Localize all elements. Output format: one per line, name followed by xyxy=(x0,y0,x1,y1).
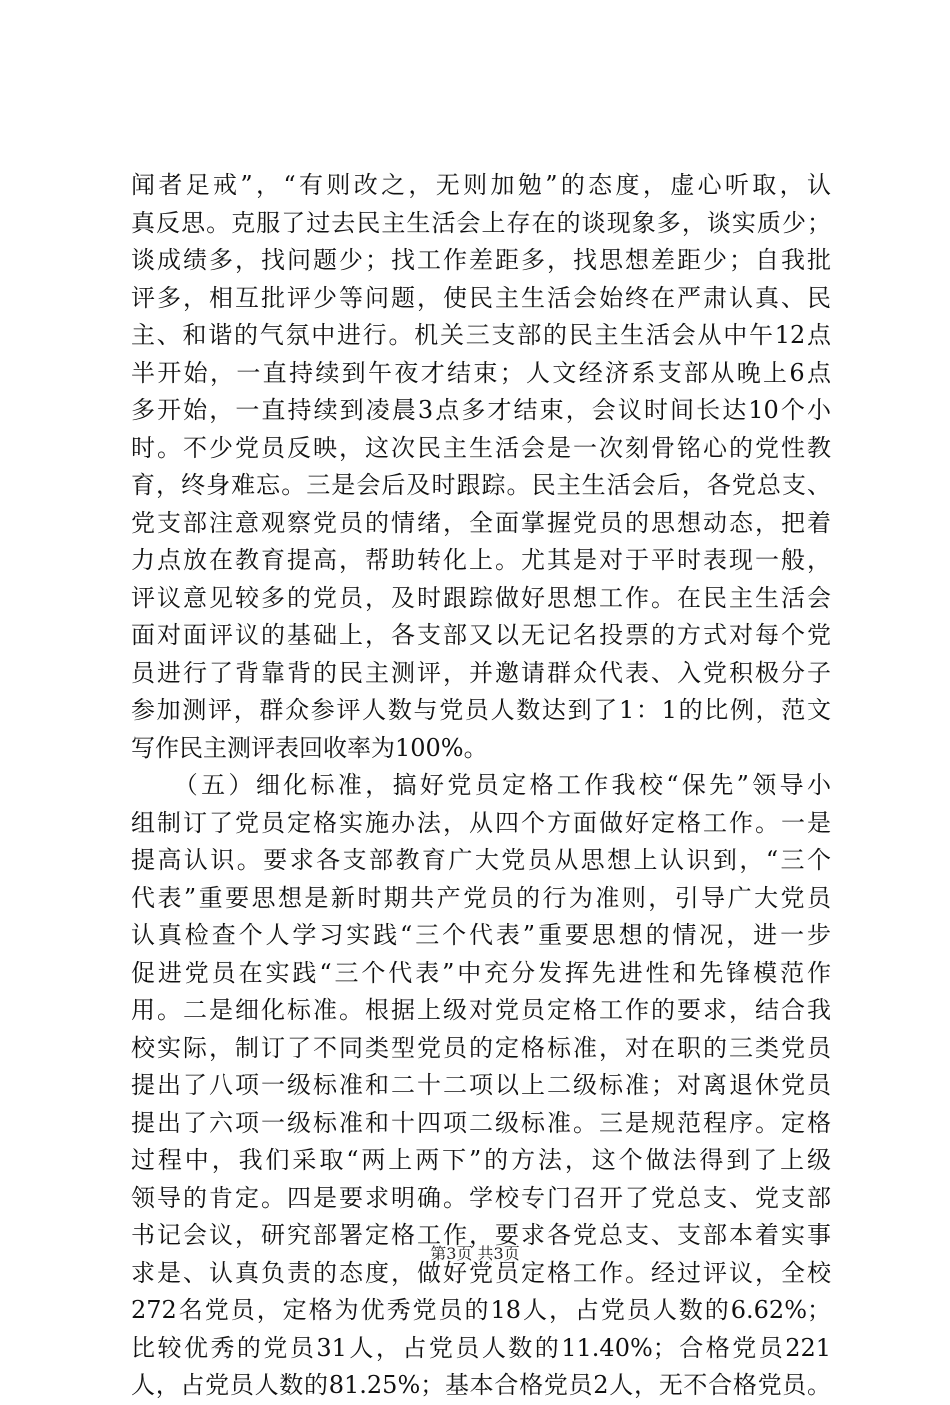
text-line: 书记会议，研究部署定格工作，要求各党总支、支部本着实事 xyxy=(131,1221,831,1249)
text-line: 代表”重要思想是新时期共产党员的行为准则，引导广大党员 xyxy=(131,883,831,912)
text-line: 力点放在教育提高，帮助转化上。尤其是对于平时表现一般， xyxy=(131,546,831,574)
text-line: 半开始，一直持续到午夜才结束；人文经济系支部从晚上6点 xyxy=(131,358,831,387)
text-line: 272名党员，定格为优秀党员的18人，占党员人数的6.62%； xyxy=(131,1296,831,1324)
text-line: 求是、认真负责的态度，做好党员定格工作。经过评议，全校 xyxy=(131,1258,831,1287)
text-line: 写作民主测评表回收率为100%。 xyxy=(131,733,488,762)
text-line: 评多，相互批评少等问题，使民主生活会始终在严肃认真、民 xyxy=(131,283,831,312)
text-line: 用。二是细化标准。根据上级对党员定格工作的要求，结合我 xyxy=(131,996,831,1024)
text-line: 闻者足戒”，“有则改之，无则加勉”的态度，虚心听取，认 xyxy=(131,171,831,199)
text-line: 过程中，我们采取“两上两下”的方法，这个做法得到了上级 xyxy=(131,1146,831,1174)
text-line: 比较优秀的党员31人，占党员人数的11.40%；合格党员221 xyxy=(131,1333,831,1362)
text-line: 领导的肯定。四是要求明确。学校专门召开了党总支、党支部 xyxy=(131,1183,831,1212)
text-line: 主、和谐的气氛中进行。机关三支部的民主生活会从中午12点 xyxy=(131,321,831,349)
text-line: 多开始，一直持续到凌晨3点多才结束，会议时间长达10个小 xyxy=(131,396,831,424)
text-line: 谈成绩多，找问题少；找工作差距多，找思想差距少；自我批 xyxy=(131,246,831,274)
text-line: 评议意见较多的党员，及时跟踪做好思想工作。在民主生活会 xyxy=(131,583,831,612)
text-line: （五）细化标准，搞好党员定格工作我校“保先”领导小 xyxy=(131,771,831,799)
text-line: 促进党员在实践“三个代表”中充分发挥先进性和先锋模范作 xyxy=(131,958,831,987)
text-line: 真反思。克服了过去民主生活会上存在的谈现象多，谈实质少； xyxy=(131,208,831,237)
text-line: 提高认识。要求各支部教育广大党员从思想上认识到，“三个 xyxy=(131,846,831,874)
text-line: 组制订了党员定格实施办法，从四个方面做好定格工作。一是 xyxy=(131,808,831,837)
text-line: 党支部注意观察党员的情绪，全面掌握党员的思想动态，把着 xyxy=(131,508,831,537)
text-line: 面对面评议的基础上，各支部又以无记名投票的方式对每个党 xyxy=(131,621,831,649)
text-line: 提出了八项一级标准和二十二项以上二级标准；对离退休党员 xyxy=(131,1071,831,1099)
body-text xyxy=(131,167,831,1405)
page-footer xyxy=(0,1244,950,1264)
text-line: 参加测评，群众参评人数与党员人数达到了1：1的比例，范文 xyxy=(131,696,831,724)
text-line: 提出了六项一级标准和十四项二级标准。三是规范程序。定格 xyxy=(131,1108,831,1137)
text-line: 人，占党员人数的81.25%；基本合格党员2人，无不合格党员。 xyxy=(131,1371,831,1399)
text-line: 校实际，制订了不同类型党员的定格标准，对在职的三类党员 xyxy=(131,1033,831,1062)
text-line: 育，终身难忘。三是会后及时跟踪。民主生活会后，各党总支、 xyxy=(131,471,831,499)
text-line: 时。不少党员反映，这次民主生活会是一次刻骨铭心的党性教 xyxy=(131,433,831,462)
text-line: 员进行了背靠背的民主测评，并邀请群众代表、入党积极分子 xyxy=(131,658,831,687)
page-indicator: 第3页 共3页 xyxy=(430,1244,520,1263)
text-line: 认真检查个人学习实践“三个代表”重要思想的情况，进一步 xyxy=(131,921,831,949)
